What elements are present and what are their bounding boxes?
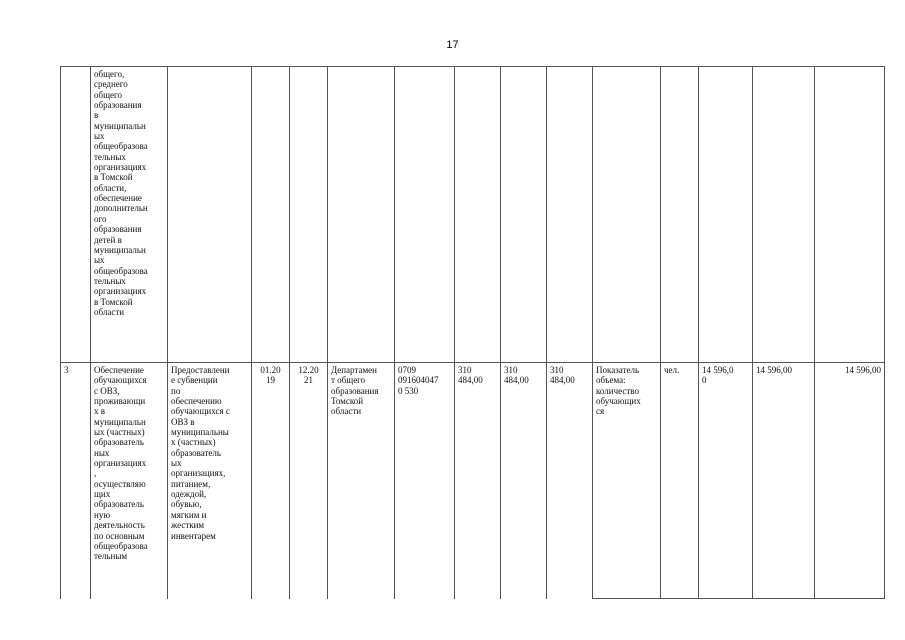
cell-start	[252, 67, 290, 363]
row3-indicator: Показатель объема: количество обучающих ся	[593, 363, 661, 599]
page-number: 17	[446, 39, 459, 51]
cell-end	[290, 67, 328, 363]
cell-amount-3	[547, 67, 593, 363]
row3-amount-3: 310 484,00	[547, 363, 593, 599]
cell-amount-2	[501, 67, 547, 363]
row3-amount-2: 310 484,00	[501, 363, 547, 599]
row3-value-2: 14 596,00	[753, 363, 815, 599]
cell-value-3	[815, 67, 885, 363]
cell-indicator	[593, 67, 661, 363]
cell-num	[61, 67, 91, 363]
row3-amount-1: 310 484,00	[455, 363, 501, 599]
table-row-3	[61, 363, 885, 599]
cell-value-1	[699, 67, 753, 363]
cell-amount-1	[455, 67, 501, 363]
table-row-continuation	[61, 67, 885, 363]
cell-executor	[328, 67, 395, 363]
cell-code	[395, 67, 455, 363]
row3-unit: чел.	[661, 363, 699, 599]
row3-value-1: 14 596,0 0	[699, 363, 753, 599]
row3-name: Обеспечение обучающихся с ОВЗ, проживающи х в муниципальн ых (частных) образователь ных организациях , осуществляю щих образователь ную деятельность по основным общеобразова тельным	[91, 363, 168, 599]
row3-end: 12.20 21	[290, 363, 328, 599]
cell-name: общего, среднего общего образования в муниципальн ых общеобразова тельных организациях в Томской области, обеспечение дополнительн ого образования детей в муниципальн ых общеобразова тельных организациях в Томской области	[91, 67, 168, 363]
program-table	[60, 66, 885, 599]
row3-value-3: 14 596,00	[815, 363, 885, 599]
row3-start: 01.20 19	[252, 363, 290, 599]
cell-value-2	[753, 67, 815, 363]
row3-num: 3	[61, 363, 91, 599]
row3-executor: Департамен т общего образования Томской области	[328, 363, 395, 599]
cell-description	[168, 67, 252, 363]
cell-unit	[661, 67, 699, 363]
row3-description: Предоставлени е субвенции по обеспечению обучающихся с ОВЗ в муниципальны х (частных) образователь ых организациях, питанием, одеждой, обувью, мягким и жестким инвентарем	[168, 363, 252, 599]
row3-code: 0709 091604047 0 530	[395, 363, 455, 599]
